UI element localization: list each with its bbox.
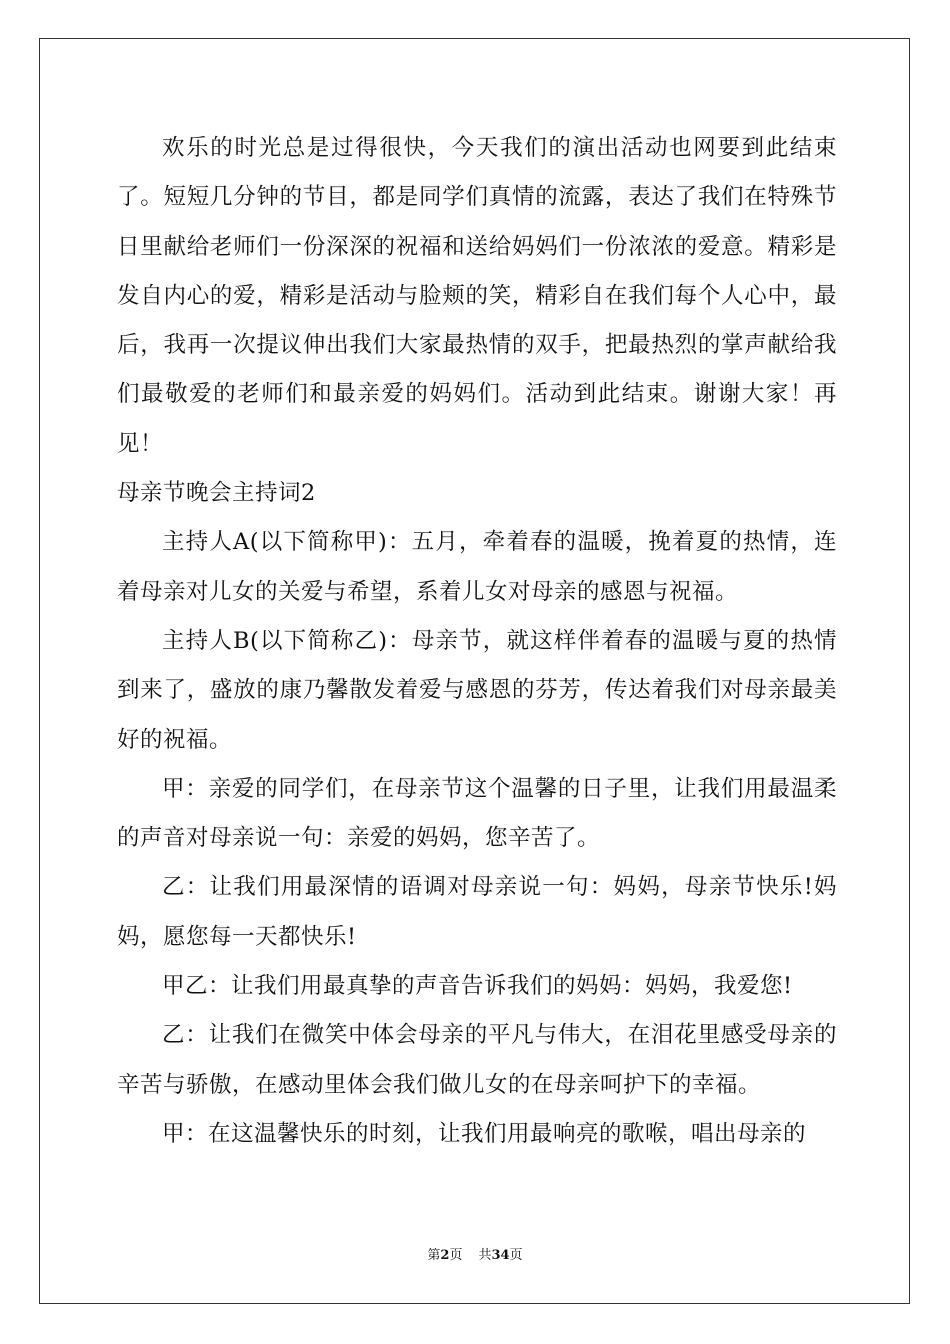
paragraph: 甲乙：让我们用最真挚的声音告诉我们的妈妈：妈妈，我爱您! — [162, 973, 793, 1000]
paragraph: 甲：在这温馨快乐的时刻，让我们用最响亮的歌喉，唱出母亲的 — [162, 1120, 807, 1147]
total-suffix: 页 — [509, 1248, 523, 1263]
page-suffix: 页 — [449, 1248, 463, 1263]
page-footer — [0, 1246, 950, 1266]
paragraph: 欢乐的时光总是过得很快，今天我们的演出活动也网要到此结束了。短短几分钟的节目，都是同学们真情的流露，表达了我们在特殊节日里献给老师们一份深深的祝福和送给妈妈们一份浓浓的爱意。精彩是发自内心的爱，精彩是活动与脸颊的笑，精彩自在我们每个人心中，最后，我再一次提议伸出我们大家最热情的双手，把最热烈的掌声献给我们最敬爱的老师们和最亲爱的妈妈们。活动到此结束。谢谢大家！再见！ — [117, 135, 837, 457]
paragraph: 主持人A(以下简称甲)：五月，牵着春的温暖，挽着夏的热情，连着母亲对儿女的关爱与希望，系着儿女对母亲的感恩与祝福。 — [117, 529, 837, 605]
page-prefix: 第 — [427, 1248, 441, 1263]
paragraph: 甲：亲爱的同学们，在母亲节这个温馨的日子里，让我们用最温柔的声音对母亲说一句：亲爱的妈妈，您辛苦了。 — [117, 775, 837, 852]
paragraph: 乙：让我们在微笑中体会母亲的平凡与伟大，在泪花里感受母亲的辛苦与骄傲，在感动里体会我们做儿女的在母亲呵护下的幸福。 — [117, 1022, 837, 1098]
paragraph: 主持人B(以下简称乙)：母亲节，就这样伴着春的温暖与夏的热情到来了，盛放的康乃馨散发着爱与感恩的芬芳，传达着我们对母亲最美好的祝福。 — [117, 627, 837, 753]
paragraph: 乙：让我们用最深情的语调对母亲说一句：妈妈，母亲节快乐!妈妈，愿您每一天都快乐! — [117, 874, 837, 950]
total-pages: 34 — [491, 1248, 510, 1263]
page-number: 2 — [440, 1248, 450, 1263]
document-body — [117, 124, 837, 1159]
total-prefix: 共 — [478, 1248, 492, 1263]
section-heading: 母亲节晚会主持词2 — [117, 480, 316, 507]
